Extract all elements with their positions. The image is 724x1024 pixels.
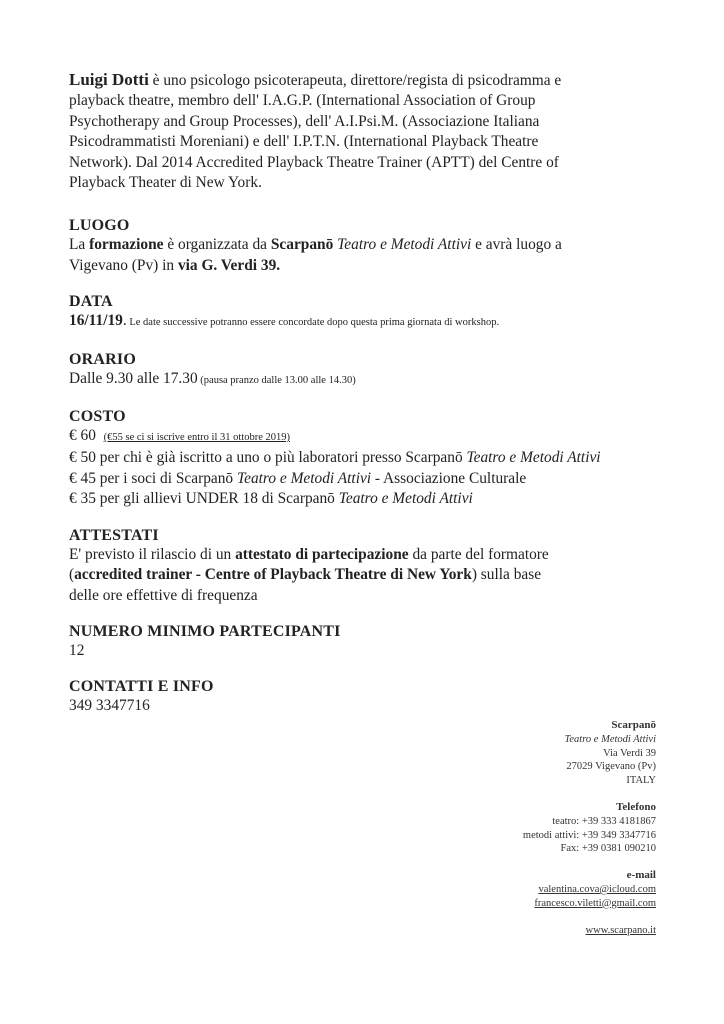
heading-costo: COSTO [69,408,126,426]
section-minimo [69,622,659,661]
email-link-1[interactable]: valentina.cova@icloud.com [538,883,656,895]
org-subtitle: Teatro e Metodi Attivi [564,733,656,745]
contatti-phone: 349 3347716 [69,697,150,715]
bio-text: è uno psicologo psicoterapeuta, direttore/regista di psicodramma e [148,72,562,89]
bio-line: playback theatre, membro dell' I.A.G.P. (International Association of Group [69,92,536,110]
price-line-1: € 60 (€55 se ci si iscrive entro il 31 ottobre 2019) [69,427,290,445]
org-country: ITALY [626,775,656,787]
price-line-3: € 45 per i soci di Scarpanō Teatro e Metodi Attivi - Associazione Culturale [69,469,527,487]
bio-line: Psicodrammatisti Moreniani) e dell' I.P.T.N. (International Playback Theatre [69,133,539,151]
attestati-line-3: delle ore effettive di frequenza [69,586,258,604]
heading-data: DATA [69,293,113,311]
bio-paragraph [69,70,659,193]
phone-metodi: metodi attivi: +39 349 3347716 [522,829,656,841]
section-data [69,292,659,333]
luogo-line-1: La formazione è organizzata da Scarpanō Teatro e Metodi Attivi e avrà luogo a [69,236,562,254]
fax-number: Fax: +39 0381 090210 [560,843,656,855]
email-link-2[interactable]: francesco.viletti@gmail.com [534,897,656,909]
heading-luogo: LUOGO [69,217,130,235]
attestati-line-2: (accredited trainer - Centre of Playback Theatre di New York) sulla base [69,566,542,584]
heading-attestati: ATTESTATI [69,526,159,544]
price-line-2: € 50 per chi è già iscritto a uno o più laboratori presso Scarpanō Teatro e Metodi Attivi [69,449,601,467]
org-name: Scarpanō [611,719,656,731]
orario-line: Dalle 9.30 alle 17.30 (pausa pranzo dalle 13.00 alle 14.30) [69,369,356,387]
section-orario [69,350,659,391]
luogo-line-2: Vigevano (Pv) in via G. Verdi 39. [69,256,281,274]
section-contatti [69,677,659,716]
contact-sidebar [356,719,656,937]
org-street: Via Verdi 39 [603,747,656,759]
minimo-value: 12 [69,641,85,659]
price-line-4: € 35 per gli allievi UNDER 18 di Scarpanō Teatro e Metodi Attivi [69,490,473,508]
phone-heading: Telefono [616,800,656,813]
main-content [69,70,659,717]
section-luogo [69,216,659,276]
section-attestati [69,526,659,606]
bio-line: Network). Dal 2014 Accredited Playback Theatre Trainer (APTT) del Centre of [69,153,559,171]
data-line: 16/11/19. Le date successive potranno essere concordate dopo questa prima giornata di workshop. [69,312,500,330]
bio-name: Luigi Dotti [69,70,149,89]
website-link[interactable]: www.scarpano.it [585,924,656,936]
bio-line: Playback Theater di New York. [69,174,262,192]
section-costo [69,407,659,510]
email-heading: e-mail [626,869,656,882]
org-city: 27029 Vigevano (Pv) [566,761,656,773]
heading-orario: ORARIO [69,350,136,368]
attestati-line-1: E' previsto il rilascio di un attestato di partecipazione da parte del formatore [69,545,549,563]
bio-line: Psychotherapy and Group Processes), dell' A.I.Psi.M. (Associazione Italiana [69,112,540,130]
phone-teatro: teatro: +39 333 4181867 [552,815,656,827]
heading-contatti: CONTATTI E INFO [69,678,214,696]
heading-minimo: NUMERO MINIMO PARTECIPANTI [69,622,341,640]
